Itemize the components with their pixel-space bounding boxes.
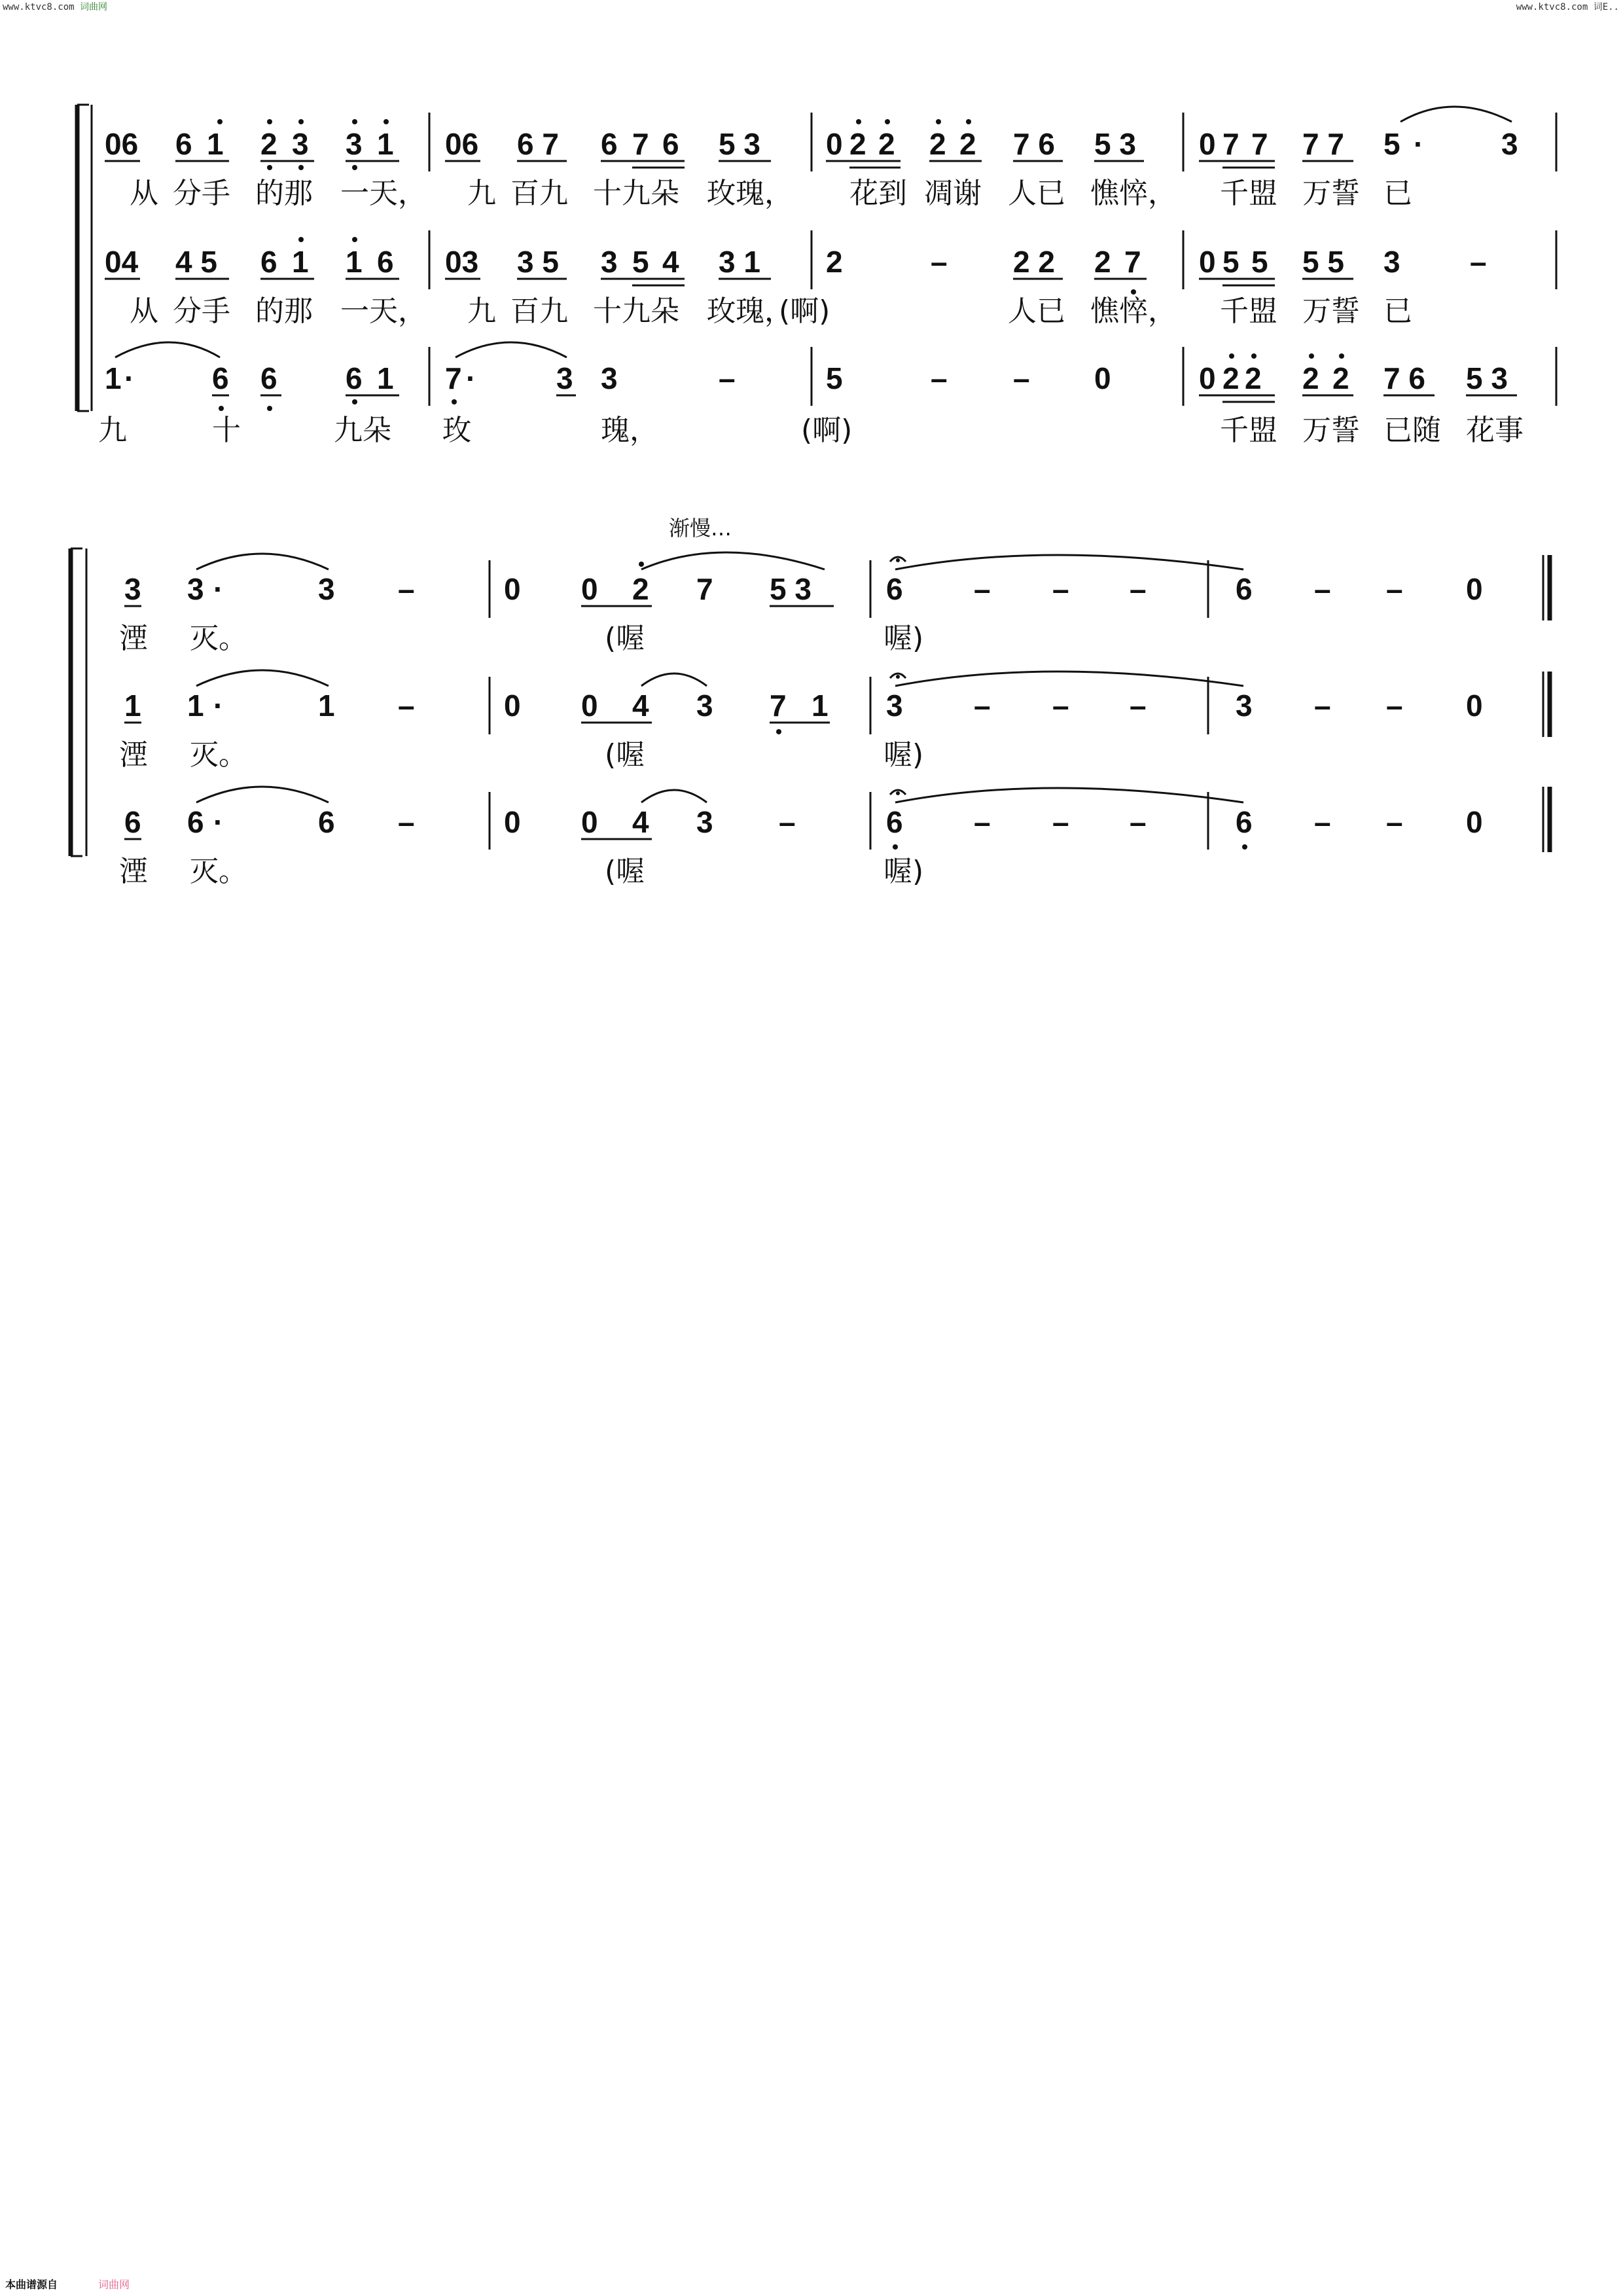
note: 5 bbox=[1251, 245, 1268, 279]
note: – bbox=[1386, 572, 1403, 606]
note: 7 7 bbox=[1302, 127, 1344, 161]
note: 6 bbox=[601, 127, 618, 161]
note: – bbox=[1314, 572, 1331, 606]
system-2-voice-1-notes bbox=[124, 572, 1483, 606]
note: 7 6 bbox=[1013, 127, 1055, 161]
lyric: 憔悴， bbox=[1090, 177, 1177, 210]
lyric: 千盟 bbox=[1220, 414, 1277, 447]
note: 4 bbox=[632, 689, 649, 723]
note: 3 bbox=[1383, 245, 1400, 279]
note: 6 bbox=[662, 127, 679, 161]
note: – bbox=[931, 361, 948, 395]
note: 0 bbox=[1466, 805, 1483, 839]
lyric: 百九 bbox=[510, 177, 568, 210]
note: 5 bbox=[632, 245, 649, 279]
system-2-voice-3-marks bbox=[124, 787, 1247, 850]
lyric: 凋谢 bbox=[924, 177, 982, 210]
note: 3 bbox=[696, 689, 713, 723]
note: 7 bbox=[696, 572, 713, 606]
note: – bbox=[1052, 805, 1069, 839]
fermata-dot bbox=[896, 675, 900, 679]
system-2-voice-2-lyrics bbox=[119, 738, 923, 772]
lyric: 九 bbox=[467, 295, 496, 328]
lyric: 九朵 bbox=[334, 414, 391, 447]
note: 2 bbox=[632, 572, 649, 606]
footer-brand-link[interactable]: 词曲网 bbox=[98, 2278, 130, 2291]
note: 4 bbox=[632, 805, 649, 839]
footer-source-text: 本曲谱源自 bbox=[5, 2278, 58, 2291]
lyric: 玫瑰， bbox=[707, 177, 793, 210]
note: 1 bbox=[187, 689, 204, 723]
note: 2 bbox=[1222, 361, 1240, 395]
note: 2 bbox=[826, 245, 843, 279]
note: 5 3 bbox=[770, 572, 812, 606]
note: – bbox=[1130, 689, 1147, 723]
note: 7 bbox=[632, 127, 649, 161]
lyric: 从 bbox=[130, 177, 158, 210]
system-2-voice-1-marks bbox=[124, 552, 1243, 606]
note: 0 bbox=[504, 805, 521, 839]
note: · bbox=[124, 361, 135, 395]
note: 2 bbox=[1245, 361, 1262, 395]
note: 3 5 bbox=[517, 245, 559, 279]
lyric: 已 bbox=[1383, 177, 1412, 210]
note: 4 5 bbox=[175, 245, 217, 279]
note: 03 bbox=[445, 245, 479, 279]
note: 0 bbox=[581, 689, 598, 723]
note: 7 bbox=[770, 689, 787, 723]
note: – bbox=[719, 361, 736, 395]
note: 7 bbox=[445, 361, 462, 395]
lyric: 憔悴， bbox=[1090, 295, 1177, 328]
lyric: 人已 bbox=[1008, 295, 1065, 328]
note: 2 bbox=[260, 127, 277, 161]
note: 3 bbox=[696, 805, 713, 839]
note: 1 bbox=[292, 245, 309, 279]
lyric: 的那 bbox=[255, 177, 313, 210]
note: 0 bbox=[1466, 689, 1483, 723]
system-2-voice-2-notes bbox=[124, 689, 1483, 723]
lyric: 喔) bbox=[883, 738, 924, 772]
note: 1 bbox=[124, 689, 141, 723]
note: 5 5 bbox=[1302, 245, 1344, 279]
note: 5 bbox=[826, 361, 843, 395]
lyric: 十九朵 bbox=[593, 295, 679, 328]
note: 0 bbox=[1199, 127, 1216, 161]
note: 1 bbox=[318, 689, 335, 723]
lyric: 灭。 bbox=[190, 855, 247, 888]
note: 1 bbox=[346, 245, 363, 279]
note: 1 bbox=[105, 361, 122, 395]
note: – bbox=[1013, 361, 1030, 395]
note: 1 bbox=[812, 689, 829, 723]
note: 04 bbox=[105, 245, 139, 279]
note: 6 bbox=[346, 361, 363, 395]
lyric: (啊) bbox=[801, 414, 853, 447]
note: 6 bbox=[260, 361, 277, 395]
system-2-voice-3-lyrics bbox=[119, 855, 923, 888]
note: 0 bbox=[504, 572, 521, 606]
note: 3 bbox=[346, 127, 363, 161]
note: – bbox=[974, 805, 991, 839]
note: 7 6 bbox=[1383, 361, 1425, 395]
note: 0 bbox=[1466, 572, 1483, 606]
note: 3 bbox=[318, 572, 335, 606]
note: 5 3 bbox=[719, 127, 760, 161]
note: 2 bbox=[1094, 245, 1111, 279]
system-1-voice-3-lyrics bbox=[98, 414, 1524, 447]
note: – bbox=[1130, 572, 1147, 606]
note: · bbox=[213, 805, 224, 839]
note: 0 bbox=[1094, 361, 1111, 395]
note: – bbox=[1052, 572, 1069, 606]
note: 6 7 bbox=[517, 127, 559, 161]
system-1 bbox=[77, 105, 1556, 447]
note: 3 bbox=[124, 572, 141, 606]
lyric: 喔) bbox=[883, 855, 924, 888]
note: 6 bbox=[886, 572, 903, 606]
system-1-voice-1-lyrics bbox=[130, 177, 1412, 210]
note: – bbox=[1052, 689, 1069, 723]
lyric: 万誓 bbox=[1302, 414, 1360, 447]
note: 6 bbox=[1236, 572, 1253, 606]
note: – bbox=[1470, 245, 1487, 279]
note: 2 bbox=[1332, 361, 1349, 395]
note: 1 bbox=[377, 127, 394, 161]
note: 6 bbox=[318, 805, 335, 839]
note: – bbox=[398, 572, 415, 606]
lyric: (啊) bbox=[779, 295, 830, 328]
lyric: 的那 bbox=[255, 295, 313, 328]
note: 5 3 bbox=[1466, 361, 1508, 395]
note: 1 bbox=[377, 361, 394, 395]
lyric: 从 bbox=[130, 295, 158, 328]
note: 0 bbox=[581, 805, 598, 839]
note: – bbox=[779, 805, 796, 839]
note: 6 bbox=[886, 805, 903, 839]
lyric: 花到 bbox=[849, 177, 907, 210]
note: 3 bbox=[556, 361, 573, 395]
note: · bbox=[1414, 127, 1424, 161]
lyric: (喔 bbox=[605, 622, 645, 655]
lyric: 万誓 bbox=[1302, 177, 1360, 210]
lyric: 千盟 bbox=[1220, 295, 1277, 328]
note: 6 bbox=[212, 361, 229, 395]
note: 3 bbox=[886, 689, 903, 723]
lyric: 十 bbox=[212, 414, 241, 447]
tempo-mark: 渐慢… bbox=[669, 516, 732, 541]
note: 0 bbox=[826, 127, 843, 161]
lyric: 分手 bbox=[173, 295, 230, 328]
note: 7 bbox=[1124, 245, 1141, 279]
note: · bbox=[213, 689, 224, 723]
note: 7 bbox=[1222, 127, 1240, 161]
lyric: 人已 bbox=[1008, 177, 1065, 210]
note: 2 2 bbox=[1013, 245, 1055, 279]
note: 3 bbox=[292, 127, 309, 161]
fermata-dot bbox=[896, 558, 900, 562]
lyric: 湮 bbox=[119, 622, 148, 655]
note: 06 bbox=[105, 127, 139, 161]
note: 2 bbox=[959, 127, 976, 161]
note: 0 bbox=[1199, 245, 1216, 279]
note: 5 bbox=[1383, 127, 1400, 161]
lyric: 一天， bbox=[340, 177, 427, 210]
note: 6 bbox=[124, 805, 141, 839]
note: 3 bbox=[187, 572, 204, 606]
lyric: (喔 bbox=[605, 738, 645, 772]
lyric: 十九朵 bbox=[593, 177, 679, 210]
note: 0 bbox=[1199, 361, 1216, 395]
lyric: 花事 bbox=[1466, 414, 1524, 447]
note: 5 bbox=[1222, 245, 1240, 279]
note: 2 bbox=[849, 127, 866, 161]
lyric: (喔 bbox=[605, 855, 645, 888]
system-1-voice-3-notes bbox=[105, 361, 1508, 395]
note: 7 bbox=[1251, 127, 1268, 161]
lyric: 喔) bbox=[883, 622, 924, 655]
lyric: 千盟 bbox=[1220, 177, 1277, 210]
system-2 bbox=[71, 516, 1550, 888]
lyric: 灭。 bbox=[190, 738, 247, 772]
lyric: 灭。 bbox=[190, 622, 247, 655]
lyric: 已随 bbox=[1383, 414, 1441, 447]
note: 2 bbox=[1302, 361, 1319, 395]
fermata-dot bbox=[896, 791, 900, 795]
system-1-voice-2-lyrics bbox=[130, 295, 1412, 328]
note: · bbox=[466, 361, 476, 395]
lyric: 九 bbox=[98, 414, 127, 447]
header-site-right: www.ktvc8.com 词E.. bbox=[1516, 2, 1619, 12]
system-2-voice-1-lyrics bbox=[119, 622, 923, 655]
note: 06 bbox=[445, 127, 479, 161]
note: 6 bbox=[1236, 805, 1253, 839]
note: 2 bbox=[929, 127, 946, 161]
system-2-voice-2-marks bbox=[124, 670, 1243, 734]
note: 6 bbox=[175, 127, 192, 161]
header-brand: 词曲网 bbox=[80, 2, 108, 12]
system-1-voice-1-marks bbox=[105, 107, 1512, 170]
lyric: 玫 bbox=[442, 414, 471, 447]
lyric: 湮 bbox=[119, 738, 148, 772]
note: – bbox=[1314, 805, 1331, 839]
note: 3 bbox=[1501, 127, 1518, 161]
note: 6 bbox=[187, 805, 204, 839]
note: 3 bbox=[601, 245, 618, 279]
note: · bbox=[213, 572, 224, 606]
header-site-url: www.ktvc8.com bbox=[3, 2, 75, 12]
lyric: 万誓 bbox=[1302, 295, 1360, 328]
note: – bbox=[974, 689, 991, 723]
lyric: 瑰， bbox=[601, 414, 658, 447]
note: – bbox=[1130, 805, 1147, 839]
note: – bbox=[1314, 689, 1331, 723]
note: – bbox=[398, 689, 415, 723]
lyric: 湮 bbox=[119, 855, 148, 888]
note: 0 bbox=[581, 572, 598, 606]
note: 2 bbox=[878, 127, 895, 161]
lyric: 一天， bbox=[340, 295, 427, 328]
note: 3 bbox=[1236, 689, 1253, 723]
note: 5 3 bbox=[1094, 127, 1136, 161]
lyric: 玫瑰， bbox=[707, 295, 793, 328]
note: – bbox=[931, 245, 948, 279]
system-1-voice-2-notes bbox=[105, 245, 1487, 279]
note: 4 bbox=[662, 245, 679, 279]
note: 6 bbox=[377, 245, 394, 279]
note: 3 1 bbox=[719, 245, 760, 279]
note: – bbox=[1386, 805, 1403, 839]
note: 6 bbox=[260, 245, 277, 279]
note: 0 bbox=[504, 689, 521, 723]
lyric: 九 bbox=[467, 177, 496, 210]
lyric: 已 bbox=[1383, 295, 1412, 328]
system-2-voice-3-notes bbox=[124, 805, 1483, 839]
note: 1 bbox=[207, 127, 224, 161]
lyric: 分手 bbox=[173, 177, 230, 210]
note: – bbox=[398, 805, 415, 839]
lyric: 百九 bbox=[510, 295, 568, 328]
note: 3 bbox=[601, 361, 618, 395]
note: – bbox=[974, 572, 991, 606]
note: – bbox=[1386, 689, 1403, 723]
